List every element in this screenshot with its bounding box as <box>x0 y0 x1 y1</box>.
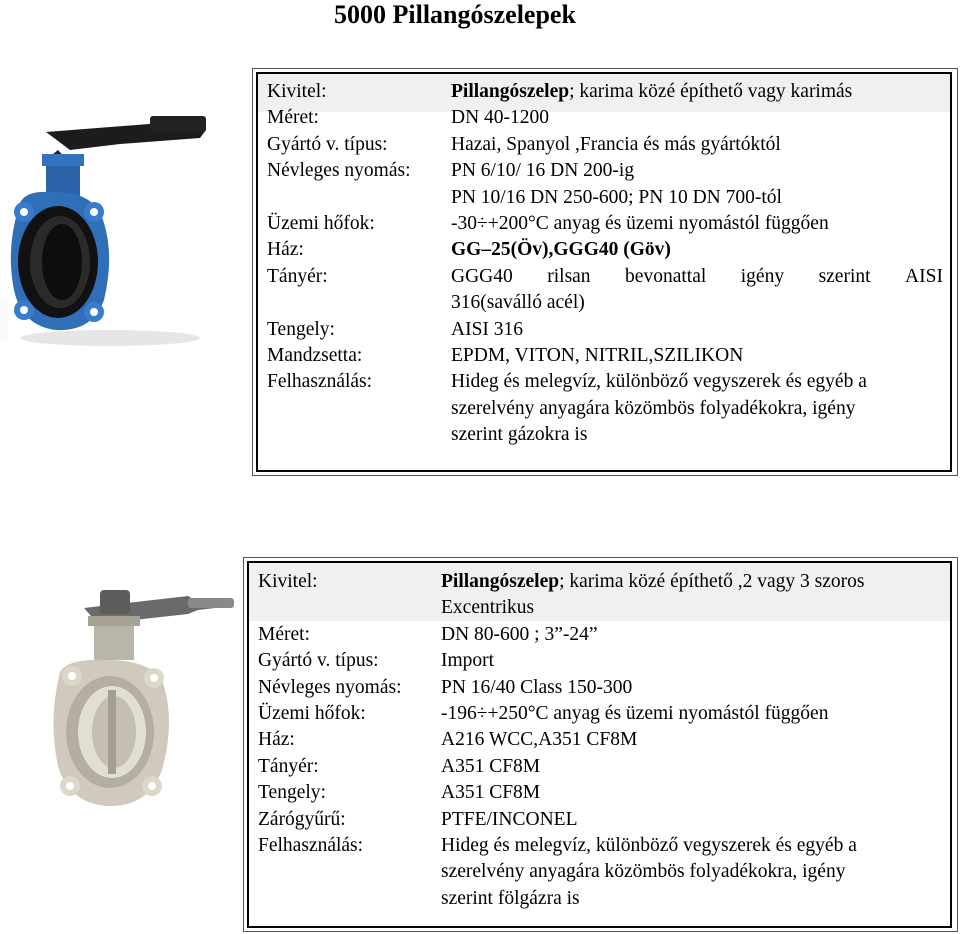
spec-value <box>451 158 634 184</box>
spec-value <box>441 886 580 912</box>
spec-value <box>441 622 598 648</box>
spec-value-text: A351 CF8M <box>441 755 541 777</box>
spec-value <box>451 343 743 369</box>
spec-label: Méret: <box>258 623 310 645</box>
spec-word: igény <box>740 265 785 287</box>
spec-label: Mandzsetta: <box>267 345 363 366</box>
spec-label: Üzemi hőfok: <box>267 213 375 234</box>
spec-label: Méret: <box>267 107 319 129</box>
spec-value <box>451 105 549 131</box>
spec-label: Névleges nyomás: <box>258 676 402 698</box>
spec-value <box>441 675 632 701</box>
spec-value <box>451 369 867 395</box>
spec-label: Ház: <box>267 239 304 261</box>
spec-value-text: AISI 316 <box>451 318 524 340</box>
spec-word: szerint <box>818 265 871 287</box>
spec-value <box>441 807 578 833</box>
spec-value-text: PTFE/INCONEL <box>441 808 578 830</box>
spec-value <box>451 317 523 343</box>
spec-value-bold: GG–25(Öv),GGG40 (Göv) <box>451 239 671 261</box>
spec-value-text: PN 6/10/ 16 DN 200-ig <box>451 160 635 182</box>
spec-value <box>451 264 943 290</box>
stainless-butterfly-valve-photo <box>38 580 238 820</box>
spec-word: GGG40 <box>451 265 513 287</box>
spec-value <box>451 396 855 422</box>
spec-value <box>441 727 637 753</box>
spec-value-text: Hideg és melegvíz, különböző vegyszerek és egyéb a <box>451 371 867 393</box>
spec-value <box>451 211 829 237</box>
spec-value-text: PN 10/16 DN 250-600; PN 10 DN 700-tól <box>451 186 782 208</box>
spec-label: Zárógyűrű: <box>258 808 346 830</box>
spec-value <box>441 754 540 780</box>
spec-label: Tengely: <box>267 318 335 340</box>
spec-word: bevonattal <box>625 265 707 287</box>
spec-value <box>451 290 585 316</box>
spec-value <box>441 595 534 621</box>
spec-value <box>441 701 828 727</box>
spec-value-text: -196÷+250°C anyag és üzemi nyomástól függően <box>441 703 829 724</box>
spec-value <box>441 780 540 806</box>
spec-value-text: -30÷+200°C anyag és üzemi nyomástól függően <box>451 213 829 234</box>
spec-value-text: Hazai, Spanyol ,Francia és más gyártóktól <box>451 133 781 155</box>
spec-value-text: szerelvény anyagára közömbös folyadékokra, igény <box>451 397 856 419</box>
spec-word: rilsan <box>547 265 591 287</box>
spec-value-text: A351 CF8M <box>441 782 541 804</box>
spec-label: Üzemi hőfok: <box>258 703 366 724</box>
spec-value <box>441 833 857 859</box>
spec-label: Kivitel: <box>267 81 327 102</box>
spec-label: Felhasználás: <box>258 835 364 856</box>
spec-value <box>451 185 782 211</box>
spec-value <box>441 569 865 595</box>
spec-value-text: A216 WCC,A351 CF8M <box>441 729 638 751</box>
spec-label: Ház: <box>258 729 295 751</box>
spec-value <box>441 859 845 885</box>
spec-value-text: Hideg és melegvíz, különböző vegyszerek és egyéb a <box>441 835 857 856</box>
spec-label: Kivitel: <box>258 571 318 592</box>
spec-value-text: szerint gázokra is <box>451 424 588 446</box>
spec-value <box>451 237 671 263</box>
spec-value-text: ; karima közé építhető ,2 vagy 3 szoros <box>559 571 865 592</box>
spec-label: Felhasználás: <box>267 371 373 393</box>
spec-label: Gyártó v. típus: <box>258 650 379 672</box>
spec-value <box>451 79 852 105</box>
spec-value-text: szerelvény anyagára közömbös folyadékokra, igény <box>441 861 846 883</box>
spec-value-text: ; karima közé építhető vagy karimás <box>569 81 853 102</box>
spec-label: Tányér: <box>267 265 328 287</box>
spec-value-text: Import <box>441 650 495 672</box>
spec-value <box>451 422 587 448</box>
spec-value-text: DN 40-1200 <box>451 107 550 129</box>
spec-value-text: 316(saválló acél) <box>451 292 585 314</box>
spec-value-text: Excentrikus <box>441 597 535 619</box>
blue-butterfly-valve-photo <box>0 100 230 350</box>
spec-label: Tengely: <box>258 782 326 804</box>
spec-value-text: PN 16/40 Class 150-300 <box>441 676 633 698</box>
spec-value <box>441 648 494 674</box>
spec-value-text: EPDM, VITON, NITRIL,SZILIKON <box>451 345 744 366</box>
spec-label: Névleges nyomás: <box>267 160 411 182</box>
spec-value-bold: Pillangószelep <box>451 81 570 102</box>
spec-value-text: szerint fölgázra is <box>441 887 580 909</box>
spec-label: Gyártó v. típus: <box>267 133 388 155</box>
spec-word: AISI <box>905 265 943 287</box>
page-title: 5000 Pillangószelepek <box>334 0 576 29</box>
spec-value-bold: Pillangószelep <box>441 571 560 592</box>
spec-value <box>451 132 781 158</box>
spec-value-text: DN 80-600 ; 3”-24” <box>441 623 598 645</box>
spec-label: Tányér: <box>258 755 319 777</box>
